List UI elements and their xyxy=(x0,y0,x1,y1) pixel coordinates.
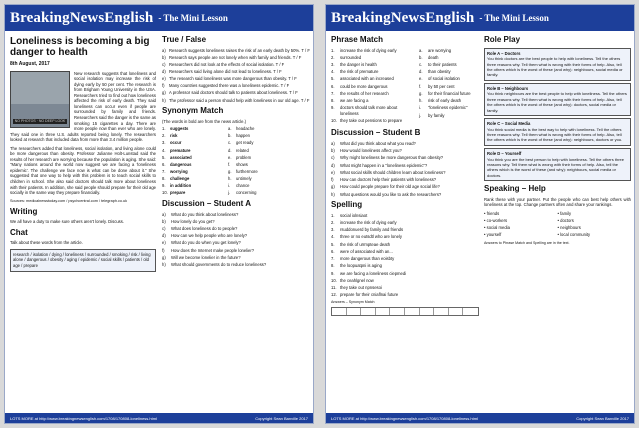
synonym-intro: (The words in bold are from the news article.) xyxy=(162,118,247,124)
synonym-number: 2. xyxy=(162,133,166,139)
true-false-heading: True / False xyxy=(162,35,207,44)
role-card xyxy=(484,83,631,116)
phrase-label: e. xyxy=(419,76,423,82)
discussion-b-item xyxy=(331,148,479,154)
role-text: You think social media is the best way to help with loneliness. Tell the others three reasons why. Tell them what is wrong with their forms of help. Also, tell the others which is the worst of these (and why): neighbours, doctors or you. xyxy=(487,126,623,143)
discussion-b-item-text: What did you think about what you read? xyxy=(340,140,416,146)
phrase-right-item xyxy=(419,69,479,75)
phrase-text: risk of early death xyxy=(428,98,462,104)
left-column xyxy=(331,35,479,411)
discussion-a-item-label: d) xyxy=(162,233,166,239)
true-false-item: c) Researchers did not look at the effects of social isolation. T / F xyxy=(162,61,285,67)
phrase-label: a. xyxy=(419,47,423,53)
spelling-item xyxy=(331,256,479,262)
phrase-text: to their patients xyxy=(428,62,457,68)
spelling-item xyxy=(331,263,479,269)
true-false-list xyxy=(162,48,310,104)
speaking-heading: Speaking – Help xyxy=(484,184,546,194)
phrase-right-item xyxy=(419,55,479,61)
speaking-item: • social media xyxy=(484,224,510,230)
phrase-text: associated with an increased xyxy=(340,76,394,82)
spelling-item xyxy=(331,242,479,248)
phrase-right-item xyxy=(419,105,479,111)
role-title: Role A – Doctors xyxy=(487,50,521,56)
discussion-b-item-label: h) xyxy=(331,191,335,197)
spelling-item-label: 3. xyxy=(331,227,335,233)
discussion-b-item-label: f) xyxy=(331,177,334,183)
spelling-item-label: 9. xyxy=(331,270,335,276)
phrase-match-left xyxy=(331,48,415,126)
spelling-item-text: social iolnsiaot xyxy=(340,212,368,218)
phrase-label: 6. xyxy=(331,83,335,89)
discussion-b-item-text: How can doctors help their patients with loneliness? xyxy=(340,177,437,183)
spelling-item-text: they take out npnsesoi xyxy=(340,285,382,291)
writing-prompt: We all have a duty to make sure others aren't lonely. Discuss. xyxy=(10,219,124,225)
spelling-item xyxy=(331,227,479,233)
phrase-label: d. xyxy=(419,69,423,75)
spelling-item-text: rsuddonuerd by family and friends xyxy=(340,227,404,233)
role-play-heading: Role Play xyxy=(484,35,521,44)
synonym-number: 1. xyxy=(162,126,166,132)
phrase-left-item xyxy=(331,105,415,116)
synonym-match: concerning xyxy=(236,190,257,196)
discussion-b-item-label: e) xyxy=(331,169,335,175)
synonym-word: worrying xyxy=(170,169,188,175)
synonym-letter: b. xyxy=(228,133,232,139)
discussion-a-item-text: How lonely do you get? xyxy=(171,218,215,224)
synonym-number: 6. xyxy=(162,161,166,167)
synonym-grid xyxy=(162,126,310,196)
phrase-label: 9. xyxy=(331,105,335,111)
spelling-item xyxy=(331,249,479,255)
spelling-item-text: more dangerous than eoisbty xyxy=(340,256,395,262)
synonym-word: associated xyxy=(170,154,192,160)
spelling-item-label: 10. xyxy=(331,277,337,283)
synonym-number: 7. xyxy=(162,169,166,175)
synonym-word: occur xyxy=(170,140,182,146)
discussion-b-item xyxy=(331,177,479,183)
speaking-instruction: Rank these with your partner. Put the people who can best help others with loneliness at the top. Change partners often and share your rankings. xyxy=(484,196,631,208)
synonym-number: 3. xyxy=(162,140,166,146)
true-false-item: g) A professor said doctors should talk to patients about loneliness. T / F xyxy=(162,90,298,96)
spelling-item-label: 8. xyxy=(331,263,335,269)
spelling-heading: Spelling xyxy=(331,200,363,210)
role-text: You think doctors are the best people to help with loneliness. Tell the others three reasons why. Tell them what is wrong with their forms of help. Also, tell the others which is the worst of these (and why): neighbours, social media or family. xyxy=(487,56,623,78)
discussion-a-item-label: e) xyxy=(162,240,166,246)
discussion-b-item-text: How could people prepare for their old age social life? xyxy=(340,184,440,190)
synonym-match: problem xyxy=(236,154,252,160)
synonym-match: headache xyxy=(236,126,255,132)
phrase-right-item xyxy=(419,98,479,104)
discussion-a-item-text: How can we help people who are lonely? xyxy=(171,233,248,239)
synonym-number: 4. xyxy=(162,147,166,153)
phrase-text: could be more dangerous xyxy=(340,83,388,89)
discussion-a-item xyxy=(162,255,310,261)
spelling-list xyxy=(331,213,479,298)
synonym-letter: a. xyxy=(228,126,232,132)
spelling-item xyxy=(331,213,479,219)
phrase-label: 2. xyxy=(331,54,335,60)
speaking-list xyxy=(484,211,631,238)
discussion-a-item-text: What do you think about loneliness? xyxy=(171,211,239,217)
synonym-number: 8. xyxy=(162,176,166,182)
phrase-label: 4. xyxy=(331,69,335,75)
discussion-a-item-label: h) xyxy=(162,262,166,268)
phrase-right-item xyxy=(419,48,479,54)
speaking-item: • neighbours xyxy=(557,224,581,230)
speaking-item: • co-workers xyxy=(484,217,508,223)
synonym-letter: j. xyxy=(228,190,231,196)
synonym-word: suggests xyxy=(170,126,189,132)
phrase-label: 8. xyxy=(331,98,335,104)
answers-note: Answers to Phrase Match and Spelling are in the text. xyxy=(484,241,570,246)
footer-link[interactable]: LOTS MORE at http://www.breakingnewsenglish.com/1708/170808-loneliness.html xyxy=(10,415,157,421)
chat-word-box: research / isolation / dying / loneliness / surrounded / smoking / risk / living alone / dangerous / obesity / aging / epidemic / social skills / patients / old age / prepare xyxy=(10,249,156,272)
role-card xyxy=(484,148,631,181)
synonym-letter: i. xyxy=(228,183,231,189)
discussion-a-item-text: What does loneliness do to people? xyxy=(171,226,238,231)
discussion-a-item-label: c) xyxy=(162,226,166,231)
true-false-item: f) Many countries suggested there was a loneliness epidemic. T / F xyxy=(162,83,290,89)
phrase-label: 7. xyxy=(331,90,335,96)
phrase-text: we are facing a xyxy=(340,98,369,104)
article-date: 8th August, 2017 xyxy=(10,61,50,67)
phrase-text: by family xyxy=(428,112,445,118)
phrase-left-item xyxy=(331,91,415,97)
article-paragraph-2: The researchers added that loneliness, social isolation, and living alone could be more dangerous than obesity. Professor Julianne Holt-Lunstad said the results of her research are worrying because the population is aging. She said: "Many nations around the world now suggest we are facing a 'loneliness epidemic'. The challenge we face now is what can be done about it." She suggested that one way to help with this problem is to teach social skills to children in school. She also said doctors should talk more about loneliness with their patients. In addition, she said people should prepare for their old age socially in the same way they prepare financially. xyxy=(10,145,156,196)
role-card xyxy=(484,48,631,81)
phrase-left-item xyxy=(331,84,415,90)
synonym-match: related xyxy=(236,147,249,153)
spelling-item-label: 5. xyxy=(331,241,335,247)
phrase-left-item xyxy=(331,98,415,104)
discussion-b-item xyxy=(331,184,479,190)
synonym-word: in addition xyxy=(170,183,192,189)
phrase-right-item xyxy=(419,113,479,119)
footer-link[interactable]: LOTS MORE at http://www.breakingnewsenglish.com/1708/170808-loneliness.html xyxy=(331,415,478,421)
role-title: Role D – Yourself xyxy=(487,150,522,156)
phrase-left-item xyxy=(331,69,415,75)
true-false-item: d) Researchers said living alone did not lead to loneliness. T / F xyxy=(162,68,282,74)
spelling-item xyxy=(331,292,479,298)
phrase-text: of social isolation xyxy=(428,76,460,82)
worksheet-page-2 xyxy=(325,4,635,424)
discussion-b-item xyxy=(331,192,479,198)
synonym-match: get ready xyxy=(236,140,254,146)
role-card xyxy=(484,118,631,146)
discussion-a-item xyxy=(162,226,310,232)
phrase-text: increase the risk of dying early xyxy=(340,47,397,53)
phrase-left-item xyxy=(331,48,415,54)
phrase-right-item xyxy=(419,84,479,90)
discussion-a-item xyxy=(162,240,310,246)
spelling-item-text: we are facing a loneliness ciepmedi xyxy=(340,270,407,276)
spelling-item-text: were of associated with an... xyxy=(340,248,393,254)
discussion-a-heading: Discussion – Student A xyxy=(162,198,252,208)
phrase-text: are worrying xyxy=(428,47,452,53)
discussion-b-item-label: b) xyxy=(331,148,335,154)
brand-subtitle: - The Mini Lesson xyxy=(479,13,549,23)
true-false-item: a) Research suggests loneliness raises the risk of an early death by 50%. T / F xyxy=(162,47,310,53)
spelling-item-label: 11. xyxy=(331,285,337,291)
discussion-a-item xyxy=(162,233,310,239)
phrase-left-item xyxy=(331,55,415,61)
article-paragraph-1: New research suggests that loneliness and social isolation may increase the risk of dying early by 50 per cent. The research is from Brigham Young University in the USA. Researchers tried to find out how loneliness affected the risk of early death. They said loneliness can occur even if people are surrounded by family and friends. Researchers said the danger is the same as smoking 15 cigarettes a day. There are more people now than ever who are lonely. They said one in three U.S. adults reported being lonely. The researchers looked at research that included data from more than 3.4 million people. xyxy=(10,70,156,143)
spelling-item-label: 6. xyxy=(331,248,335,254)
brand-title: BreakingNewsEnglish xyxy=(331,9,475,26)
discussion-b-item-label: d) xyxy=(331,162,335,168)
discussion-a-item-label: a) xyxy=(162,211,166,217)
phrase-text: than obesity xyxy=(428,69,451,75)
discussion-b-list xyxy=(331,141,479,197)
discussion-b-item-label: c) xyxy=(331,155,335,161)
photo-caption: NO PHOTOS · NO DEEP LOOK xyxy=(14,118,66,123)
phrase-match-right xyxy=(419,48,479,126)
phrase-label: 1. xyxy=(331,47,335,53)
phrase-right-item xyxy=(419,62,479,68)
spelling-item-label: 4. xyxy=(331,234,335,240)
spelling-item-label: 1. xyxy=(331,212,335,218)
synonym-letter: d. xyxy=(228,147,232,153)
synonym-match: happen xyxy=(236,133,250,139)
discussion-b-item-text: Why might loneliness be more dangerous than obesity? xyxy=(340,155,444,161)
article-headline: Loneliness is becoming a big danger to health xyxy=(10,36,150,58)
spelling-item-label: 12. xyxy=(331,292,337,298)
synonym-word: dangerous xyxy=(170,161,192,167)
synonym-letter: h. xyxy=(228,176,232,182)
synonym-match: shows xyxy=(236,161,248,167)
true-false-item: e) The research said loneliness was more dangerous than obesity. T / F xyxy=(162,76,297,82)
phrase-match-grid xyxy=(331,48,479,126)
role-text: You think neighbours are the best people to help with loneliness. Tell the others three reasons why. Tell them what is wrong with their forms of help. Also, tell the others which is the worst of these (and why): doctors, social media or family. xyxy=(487,91,627,113)
phrase-label: i. xyxy=(419,105,422,111)
true-false-item: h) The professor said a person should help with loneliness in our old age. T / F xyxy=(162,97,310,103)
spelling-item-text: the risk of urrmpteae death xyxy=(340,241,391,247)
speaking-item: • yourself xyxy=(484,231,502,237)
phrase-text: they take out pensions to prepare xyxy=(340,118,403,124)
spelling-item-text: three or no eutsdtl who are lonely xyxy=(340,234,402,240)
article-photo xyxy=(10,71,70,128)
discussion-b-item xyxy=(331,163,479,169)
spelling-item xyxy=(331,234,479,240)
phrase-label: c. xyxy=(419,62,423,68)
phrase-text: surrounded xyxy=(340,54,362,60)
discussion-b-item xyxy=(331,155,479,161)
discussion-a-item-label: g) xyxy=(162,254,166,260)
speaking-item: • doctors xyxy=(557,217,574,223)
synonym-letter: g. xyxy=(228,169,232,175)
discussion-a-list xyxy=(162,212,310,268)
synonym-heading: Synonym Match xyxy=(162,106,224,116)
role-play-list xyxy=(484,48,631,182)
phrase-label: j. xyxy=(419,112,422,118)
article-column xyxy=(10,35,156,411)
header-bar xyxy=(5,5,313,31)
synonym-number: 10. xyxy=(162,190,168,196)
discussion-a-item xyxy=(162,219,310,225)
spelling-item-label: 2. xyxy=(331,219,335,225)
phrase-label: g. xyxy=(419,90,423,96)
synonym-letter: f. xyxy=(228,161,231,167)
discussion-a-item-label: b) xyxy=(162,218,166,224)
spelling-item-text: the loopuatpni is aging xyxy=(340,263,382,269)
phrase-right-item xyxy=(419,91,479,97)
footer-copyright: Copyright Sean Banville 2017 xyxy=(255,415,308,421)
discussion-a-item xyxy=(162,262,310,268)
chat-instruction: Talk about these words from the article. xyxy=(10,240,83,246)
header-bar xyxy=(326,5,634,31)
worksheet-page-1 xyxy=(4,4,314,424)
phrase-label: h. xyxy=(419,98,423,104)
synonym-match: furthermore xyxy=(236,169,258,175)
discussion-a-item-text: Will we become lonelier in the future? xyxy=(171,254,241,260)
discussion-a-item-text: What do you do when you get lonely? xyxy=(171,240,241,246)
spelling-item xyxy=(331,278,479,284)
footer-copyright: Copyright Sean Banville 2017 xyxy=(576,415,629,421)
synonym-word: premature xyxy=(170,147,191,153)
discussion-b-heading: Discussion – Student B xyxy=(331,128,421,138)
footer-bar xyxy=(326,413,634,423)
phrase-label: f. xyxy=(419,83,422,89)
speaking-item: • friends xyxy=(484,210,500,216)
phrase-left-item xyxy=(331,76,415,82)
synonym-match: chance xyxy=(236,183,250,189)
discussion-b-item-text: What social skills should children learn about loneliness? xyxy=(340,169,446,175)
synonym-letter: c. xyxy=(228,140,232,146)
phrase-label: 3. xyxy=(331,62,335,68)
exercise-column xyxy=(162,35,310,411)
discussion-b-item-label: a) xyxy=(331,140,335,146)
writing-heading: Writing xyxy=(10,206,38,216)
synonym-number: 5. xyxy=(162,154,166,160)
chat-heading: Chat xyxy=(10,227,28,237)
phrase-text: the results of her research xyxy=(340,90,389,96)
discussion-a-item-text: How does the Internet make people lonelier? xyxy=(171,247,255,253)
synonym-word: challenge xyxy=(170,176,190,182)
discussion-a-item xyxy=(162,248,310,254)
phrase-text: the danger is health xyxy=(340,62,377,68)
role-text: You think you are the best person to help with loneliness. Tell the others three reasons why. Tell them what is wrong with their forms of help. Also, tell the others which is the worst of these (and why): neighbours, social media or doctors. xyxy=(487,156,624,178)
brand-title: BreakingNewsEnglish xyxy=(10,9,154,26)
phrase-label: 10. xyxy=(331,118,337,124)
spelling-item xyxy=(331,220,479,226)
spelling-item-text: prepare for their cniaflnai future xyxy=(340,292,399,298)
phrase-text: by 50 per cent xyxy=(428,83,455,89)
footer-bar xyxy=(5,413,313,423)
spelling-item-text: increase the risk of dying early xyxy=(340,219,397,225)
speaking-item: • family xyxy=(557,210,572,216)
discussion-b-item xyxy=(331,170,479,176)
phrase-text: for their financial future xyxy=(428,90,471,96)
synonym-number: 9. xyxy=(162,183,166,189)
discussion-a-item xyxy=(162,212,310,218)
role-title: Role B – Neighbours xyxy=(487,85,529,91)
discussion-b-item-text: What questions would you like to ask the researchers? xyxy=(340,191,442,197)
phrase-right-item xyxy=(419,76,479,82)
true-false-item: b) Research says people are not lonely when with family and friends. T / F xyxy=(162,54,302,60)
discussion-a-item-label: f) xyxy=(162,247,165,253)
synonym-word: risk xyxy=(170,133,178,139)
synonym-match: untimely xyxy=(236,176,252,182)
phrase-match-heading: Phrase Match xyxy=(331,35,384,44)
phrase-text: "loneliness epidemic" xyxy=(428,105,468,111)
discussion-b-item-text: What might happen in a "loneliness epidemic"? xyxy=(340,162,428,168)
spelling-item xyxy=(331,271,479,277)
phrase-text: doctors should talk more about loneliness xyxy=(340,105,398,116)
discussion-a-item-text: What should governments do to reduce loneliness? xyxy=(171,262,267,268)
spelling-item-label: 7. xyxy=(331,256,335,262)
discussion-b-item-text: How would loneliness affect you? xyxy=(340,148,402,154)
right-column xyxy=(484,35,631,411)
role-title: Role C – Social Media xyxy=(487,121,531,127)
spelling-item-text: the ceahlgnel now xyxy=(340,277,374,283)
phrase-left-item xyxy=(331,62,415,68)
brand-subtitle: - The Mini Lesson xyxy=(158,13,228,23)
discussion-b-item xyxy=(331,141,479,147)
phrase-label: b. xyxy=(419,54,423,60)
answers-label: Answers – Synonym Match xyxy=(331,299,375,304)
phrase-text: death xyxy=(428,54,439,60)
synonym-word: prepare xyxy=(170,190,186,196)
phrase-label: 5. xyxy=(331,76,335,82)
speaking-item: • local community xyxy=(557,231,591,237)
synonym-letter: e. xyxy=(228,154,232,160)
spelling-item xyxy=(331,285,479,291)
phrase-text: the risk of premature xyxy=(340,69,379,75)
article-sources: Sources: medicalnewstoday.com / psychcentral.com / telegraph.co.uk xyxy=(10,198,128,203)
answers-grid xyxy=(331,307,479,316)
phrase-left-item xyxy=(331,118,415,124)
discussion-b-item-label: g) xyxy=(331,184,335,190)
